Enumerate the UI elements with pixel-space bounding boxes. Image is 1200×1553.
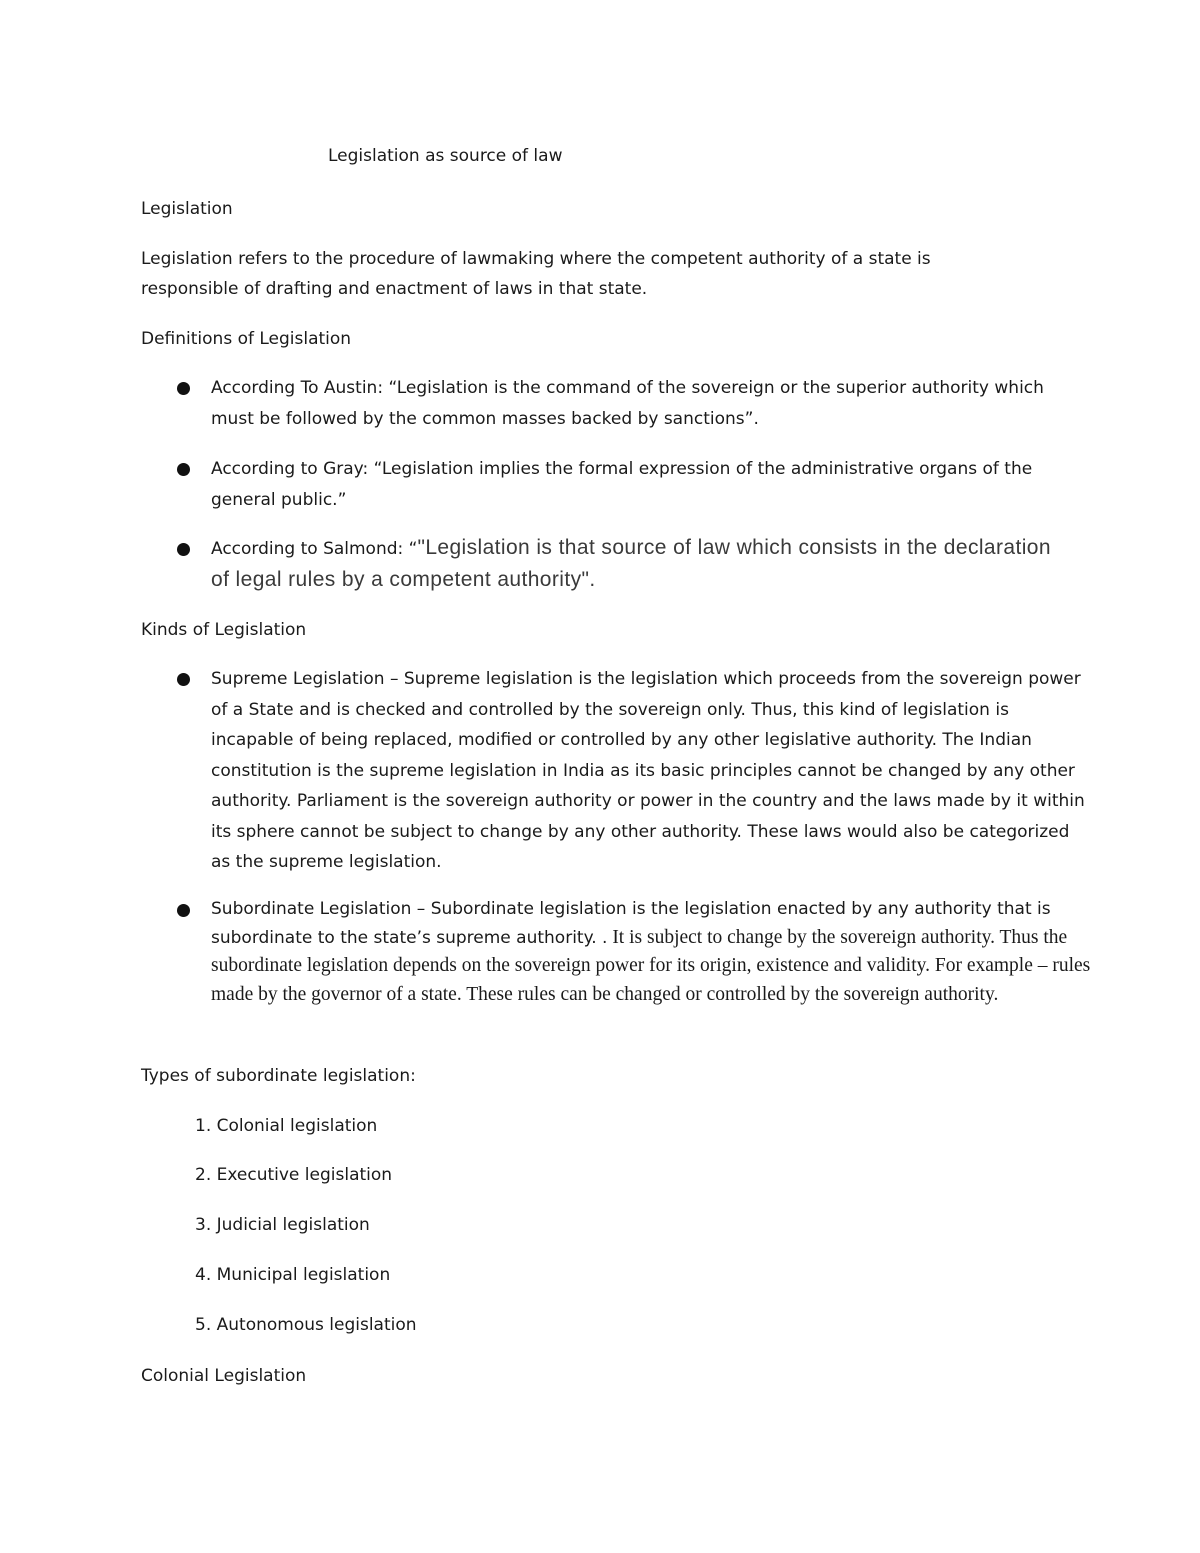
list-item: 4. Municipal legislation <box>195 1265 391 1285</box>
bullet-icon <box>177 382 190 395</box>
heading-colonial: Colonial Legislation <box>141 1366 307 1386</box>
bullet-icon <box>177 463 190 476</box>
definition-salmond <box>211 533 1071 596</box>
subordinate-rest: It is subject to change by the sovereign authority. Thus the subordinate legislation depends on the sovereign power for its origin, existence and validity. For example – rules made by the governor of a state. These rules can be changed or controlled by the sovereign authority. <box>211 926 1091 1005</box>
heading-legislation: Legislation <box>141 199 233 219</box>
intro-line-2: responsible of drafting and enactment of laws in that state. <box>141 279 648 299</box>
bullet-icon <box>177 673 190 686</box>
subordinate-lead: Subordinate Legislation – Subordinate legislation is the legislation enacted by any authority that is subordinate to the state’s supreme authority. . <box>211 899 1051 948</box>
salmond-lead: According to Salmond: “ <box>211 539 418 559</box>
list-item: 3. Judicial legislation <box>195 1215 370 1235</box>
list-item: 5. Autonomous legislation <box>195 1315 417 1335</box>
salmond-quote: "Legislation is that source of law which consists in the declaration of legal rules by a competent authority". <box>211 536 1051 591</box>
definition-austin: According To Austin: “Legislation is the command of the sovereign or the superior authority which must be followed by the common masses backed by sanctions”. <box>211 378 1044 429</box>
bullet-icon <box>177 543 190 556</box>
intro-line-1: Legislation refers to the procedure of lawmaking where the competent authority of a state is <box>141 249 931 269</box>
definition-gray: According to Gray: “Legislation implies the formal expression of the administrative organs of the general public.” <box>211 459 1033 510</box>
bullet-icon <box>177 904 190 917</box>
heading-kinds: Kinds of Legislation <box>141 620 307 640</box>
kind-supreme: Supreme Legislation – Supreme legislation is the legislation which proceeds from the sovereign power of a State and is checked and controlled by the sovereign only. Thus, this kind of legislation is incapable of being replaced, modified or controlled by any other legislative authority. The Indian constitution is the supreme legislation in India as its basic principles cannot be changed by any other authority. Parliament is the sovereign authority or power in the country and the laws made by it within its sphere cannot be subject to change by any other authority. These laws would also be categorized as the supreme legislation. <box>211 669 1085 872</box>
list-item: 1. Colonial legislation <box>195 1116 378 1136</box>
kind-subordinate <box>211 895 1091 1009</box>
heading-types: Types of subordinate legislation: <box>141 1066 416 1086</box>
list-item: 2. Executive legislation <box>195 1165 393 1185</box>
document-title: Legislation as source of law <box>328 146 563 166</box>
heading-definitions: Definitions of Legislation <box>141 329 352 349</box>
